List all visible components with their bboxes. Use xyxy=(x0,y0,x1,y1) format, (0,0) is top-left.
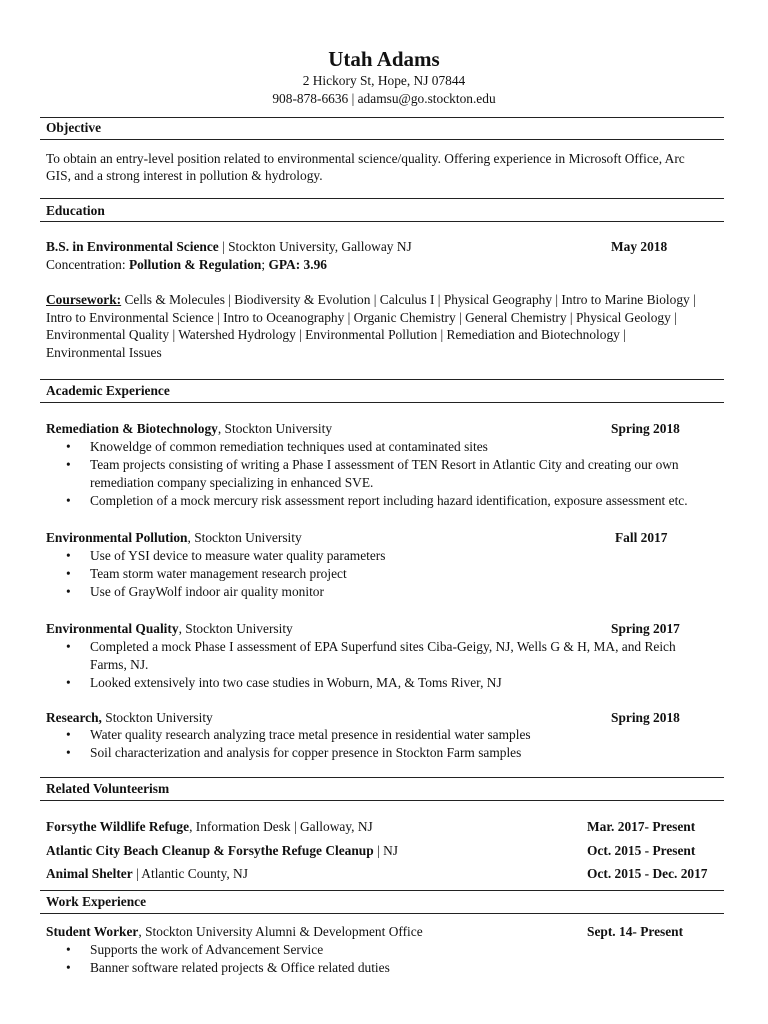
school: | Stockton University, Galloway NJ xyxy=(218,239,412,254)
coursework-text: Cells & Molecules | Biodiversity & Evolution | Calculus I | Physical Geography | Intro to Marine Biology | xyxy=(121,292,696,307)
bullet-list xyxy=(66,638,716,692)
section-rule xyxy=(40,402,724,403)
course-name: Environmental Quality xyxy=(46,621,179,636)
list-item: • Completed a mock Phase I assessment of EPA Superfund sites Ciba-Geigy, NJ, Wells G & H, MA, and Reich Farms, NJ. xyxy=(66,638,708,674)
academic-heading: Academic Experience xyxy=(46,383,170,398)
academic-entry-date: Spring 2018 xyxy=(611,421,680,436)
course-name: Research, xyxy=(46,710,102,725)
volunteer-date: Oct. 2015 - Dec. 2017 xyxy=(587,866,708,881)
course-name: Environmental Pollution xyxy=(46,530,188,545)
volunteer-entry xyxy=(46,818,373,835)
objective-line-1: To obtain an entry-level position related to environmental science/quality. Offering experience in Microsoft Office, Arc xyxy=(46,151,685,166)
volunteer-date: Oct. 2015 - Present xyxy=(587,843,696,858)
list-item: • Completion of a mock mercury risk assessment report including hazard identification, exposure assessment etc. xyxy=(66,492,716,510)
volunteer-org: Animal Shelter xyxy=(46,866,133,881)
gpa: GPA: 3.96 xyxy=(268,257,327,272)
section-rule xyxy=(40,221,724,222)
coursework-line-4: Environmental Issues xyxy=(46,345,162,360)
concentration-value: Pollution & Regulation xyxy=(128,257,262,272)
list-item: • Looked extensively into two case studies in Woburn, MA, & Toms River, NJ xyxy=(66,674,716,692)
contact-line: 908-878-6636 | adamsu@go.stockton.edu xyxy=(272,91,496,106)
gpa-separator: ; xyxy=(261,257,269,272)
list-item: • Knoweldge of common remediation techniques used at contaminated sites xyxy=(66,438,716,456)
list-item: • Team storm water management research project xyxy=(66,565,716,583)
work-place: , Stockton University Alumni & Development Office xyxy=(138,924,423,939)
academic-entry-date: Spring 2018 xyxy=(611,710,680,725)
course-place: , Stockton University xyxy=(187,530,302,545)
education-heading: Education xyxy=(46,203,105,218)
coursework-line-3: Environmental Quality | Watershed Hydrology | Environmental Pollution | Remediation and Biotechnology | xyxy=(46,327,626,342)
volunteer-entry xyxy=(46,865,248,882)
bullet-list xyxy=(66,438,716,510)
volunteer-org: Forsythe Wildlife Refuge xyxy=(46,819,190,834)
course-place: , Stockton University xyxy=(178,621,293,636)
course-place: Stockton University xyxy=(101,710,213,725)
concentration-line xyxy=(46,256,327,273)
volunteer-heading: Related Volunteerism xyxy=(46,781,170,796)
course-name: Remediation & Biotechnology xyxy=(46,421,218,436)
objective-heading: Objective xyxy=(46,120,102,135)
list-item: • Supports the work of Advancement Service xyxy=(66,941,716,959)
section-rule xyxy=(40,777,724,778)
volunteer-detail: | NJ xyxy=(373,843,398,858)
work-role: Student Worker xyxy=(46,924,139,939)
work-entry-title xyxy=(46,923,423,940)
coursework-line-1 xyxy=(46,291,696,308)
objective-line-2: GIS, and a strong interest in pollution & hydrology. xyxy=(46,168,323,183)
course-place: , Stockton University xyxy=(217,421,333,436)
section-rule xyxy=(40,800,724,801)
list-item: • Banner software related projects & Office related duties xyxy=(66,959,716,977)
list-item: • Water quality research analyzing trace metal presence in residential water samples xyxy=(66,726,716,744)
concentration-label: Concentration: xyxy=(46,257,129,272)
section-rule xyxy=(40,890,724,891)
list-item: • Use of YSI device to measure water quality parameters xyxy=(66,547,716,565)
list-item: • Use of GrayWolf indoor air quality monitor xyxy=(66,583,716,601)
volunteer-entry xyxy=(46,842,398,859)
bullet-list xyxy=(66,726,716,762)
coursework-label: Coursework: xyxy=(46,292,122,307)
candidate-name: Utah Adams xyxy=(328,47,440,71)
coursework-line-2: Intro to Environmental Science | Intro to Oceanography | Organic Chemistry | General Chemistry | Physical Geology | xyxy=(46,310,677,325)
work-date: Sept. 14- Present xyxy=(587,924,684,939)
academic-entry-title xyxy=(46,529,302,546)
section-rule xyxy=(40,117,724,118)
work-heading: Work Experience xyxy=(46,894,147,909)
volunteer-detail: , Information Desk | Galloway, NJ xyxy=(189,819,373,834)
degree: B.S. in Environmental Science xyxy=(46,239,219,254)
bullet-list xyxy=(66,547,716,601)
academic-entry-date: Fall 2017 xyxy=(615,530,668,545)
list-item: • Soil characterization and analysis for copper presence in Stockton Farm samples xyxy=(66,744,716,762)
academic-entry-title xyxy=(46,420,332,437)
section-rule xyxy=(40,379,724,380)
degree-date: May 2018 xyxy=(611,239,668,254)
volunteer-date: Mar. 2017- Present xyxy=(587,819,696,834)
section-rule xyxy=(40,198,724,199)
academic-entry-title xyxy=(46,620,293,637)
academic-entry-title xyxy=(46,709,213,726)
degree-line xyxy=(46,238,412,255)
volunteer-detail: | Atlantic County, NJ xyxy=(132,866,248,881)
list-item: • Team projects consisting of writing a Phase I assessment of TEN Resort in Atlantic City and creating our own remediation company specializing in enhanced SVE. xyxy=(66,456,708,492)
section-rule xyxy=(40,139,724,140)
volunteer-org: Atlantic City Beach Cleanup & Forsythe Refuge Cleanup xyxy=(46,843,374,858)
bullet-list xyxy=(66,941,716,977)
section-rule xyxy=(40,913,724,914)
address: 2 Hickory St, Hope, NJ 07844 xyxy=(302,73,466,88)
academic-entry-date: Spring 2017 xyxy=(611,621,680,636)
